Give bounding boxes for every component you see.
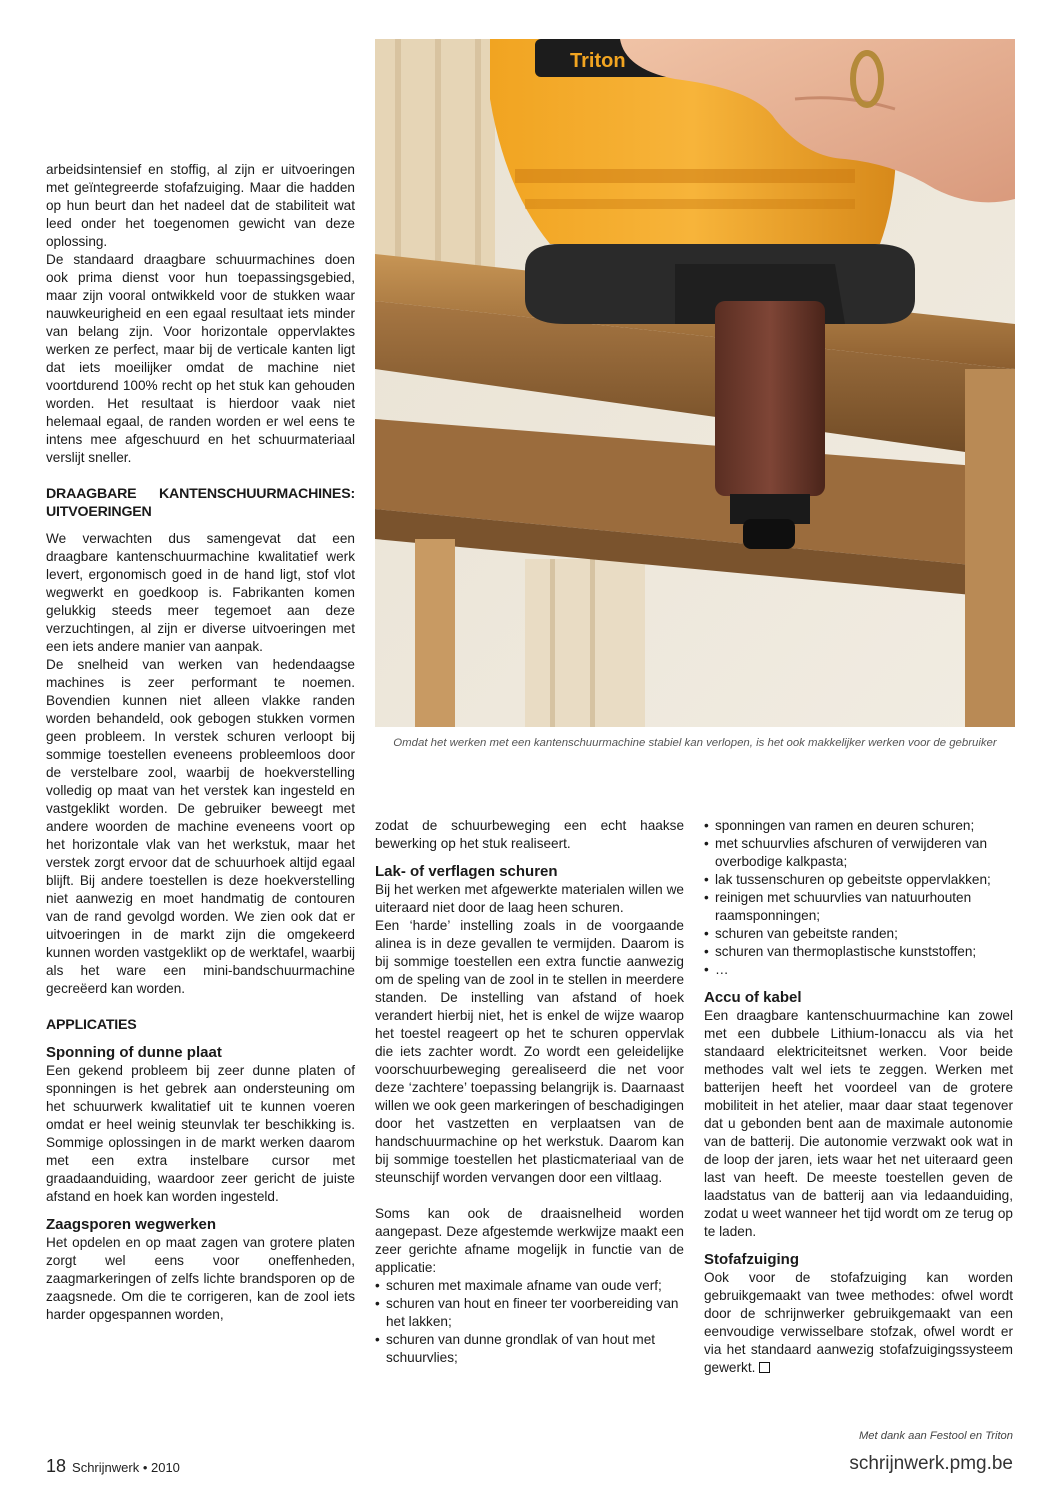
column-2: [375, 817, 684, 1367]
list-item: • schuren met maximale afname van oude verf;: [375, 1277, 684, 1295]
bullet-list: [704, 817, 1013, 979]
paragraph: Bij het werken met afgewerkte materialen willen we uiteraard niet door de laag heen schuren.: [375, 882, 684, 915]
list-item: • schuren van gebeitste randen;: [704, 925, 1013, 943]
list-item: • reinigen met schuurvlies van natuurhouten raamsponningen;: [704, 889, 1013, 925]
publication-name: Schrijnwerk • 2010: [72, 1460, 180, 1475]
list-item: • met schuurvlies afschuren of verwijderen van overbodige kalkpasta;: [704, 835, 1013, 871]
section-heading: APPLICATIES: [46, 1017, 137, 1033]
paragraph: [704, 1269, 1013, 1377]
paragraph: zodat de schuurbeweging een echt haakse bewerking op het stuk realiseert.: [375, 818, 684, 851]
list-item: • schuren van thermoplastische kunststoffen;: [704, 943, 1013, 961]
page-number: 18: [46, 1456, 67, 1476]
subheading: Stofafzuiging: [704, 1251, 799, 1268]
website-link[interactable]: schrijnwerk.pmg.be: [849, 1453, 1013, 1474]
paragraph: arbeidsintensief en stoffig, al zijn er uitvoeringen met geïntegreerde stofafzuiging. Maar die hadden op hun beurt dan het nadeel dat de stabiliteit wat leed onder het toegenomen gewicht van deze oplossing.: [46, 162, 355, 249]
paragraph: Een ‘harde’ instelling zoals in de voorgaande alinea is in deze gevallen te vermijden. Daarom is bij sommige toestellen een extra functie aanwezig om de speling van de zool in te stellen in meerdere standen. De instelling van afstand of hoek verandert hierbij niet, het is enkel de wijze waarop het toestel reageert op het te schuren oppervlak die iets zachter wordt. Zo wordt een geleidelijke voorschuurbeweging gerealiseerd die net voor deze ‘zachtere’ toepassing belangrijk is. Daarnaast willen we ook geen markeringen of beschadigingen door het vastzetten en verplaatsen van de handschuurmachine op het werkstuk. Daarom kan bij sommige toestellen het plasticmateriaal van de steunschijf worden vervangen door een viltlaag.: [375, 918, 684, 1185]
list-item: • schuren van dunne grondlak of van hout met schuurvlies;: [375, 1331, 684, 1367]
subheading: Accu of kabel: [704, 989, 802, 1006]
brand-logo: Triton: [570, 50, 626, 72]
list-item: • schuren van hout en fineer ter voorbereiding van het lakken;: [375, 1295, 684, 1331]
sanding-drum: [715, 301, 825, 496]
list-item: • …: [704, 961, 1013, 979]
subheading: Lak- of verflagen schuren: [375, 863, 558, 880]
footer-left: [46, 1456, 180, 1477]
paragraph: We verwachten dus samengevat dat een draagbare kantenschuurmachine kwalitatief werk levert, ergonomisch goed in de hand ligt, stof vlot wegwerkt en goedkoop is. Fabrikanten komen gelukkig steeds meer tegemoet aan deze verzuchtingen, al zijn er diverse uitvoeringen met een iets andere manier van aanpak.: [46, 531, 355, 654]
sander-photo-illustration: [375, 39, 1015, 727]
photo-caption: Omdat het werken met een kantenschuurmachine stabiel kan verlopen, is het ook makkelijker werken voor de gebruiker: [393, 737, 997, 749]
column-1: [46, 161, 355, 1324]
paragraph: Het opdelen en op maat zagen van grotere platen zorgt wel eens voor oneffenheden, zaagmarkeringen of zelfs lichte brandsporen op de zaagsnede. Om die te corrigeren, kan de zool iets harder opgespannen worden,: [46, 1235, 355, 1322]
paragraph: Soms kan ook de draaisnelheid worden aangepast. Deze afgestemde werkwijze maakt een zeer gerichte afname mogelijk in functie van de applicatie:: [375, 1206, 684, 1275]
bullet-list: [375, 1277, 684, 1367]
paragraph: De snelheid van werken van hedendaagse machines is zeer performant te noemen. Bovendien kunnen niet alleen vlakke randen worden behandeld, ook gebogen stukken vormen geen probleem. In verstek schuren verloopt bij sommige toestellen eveneens probleemloos door de verstelbare zool, waarbij de hoekverstelling volledig op maat van het verstek kan ingesteld en vastgeklikt worden. De gebruiker beweegt met andere woorden de machine eveneens voort op het horizontale vlak van het werkstuk, maar het verstek zorgt ervoor dat de schuurhoek altijd egaal blijft. Bij andere toestellen is deze hoekverstelling niet aanwezig en moet handmatig de contouren van de rand gevolgd worden. We zien ook dat er uitvoeringen in de markt zijn die omgekeerd kunnen worden vastgeklikt op de werktafel, waarbij als het ware een mini-bandschuurmachine gecreëerd kan worden.: [46, 657, 355, 996]
column-3: [704, 817, 1013, 1377]
end-mark-icon: [759, 1362, 770, 1373]
list-item: • lak tussenschuren op gebeitste oppervlakken;: [704, 871, 1013, 889]
product-photo: [375, 39, 1015, 727]
paragraph: Een draagbare kantenschuurmachine kan zowel met een dubbele Lithium-Ionaccu als via het standaard elektriciteitsnet werken. Voor beide methodes valt wel iets te zeggen. Werken met batterijen heeft het voordeel van de grotere mobiliteit in het atelier, maar daar staat tegenover dat u gebonden bent aan de maximale autonomie van de batterij. Die autonomie verzwakt ook wat in de loop der jaren, iets waar het net uiteraard geen last van heeft. De meeste toestellen geven de laadstatus van de batterij aan via ledaanduiding, zodat u weet wanneer het tijd wordt om ze terug op te laden.: [704, 1008, 1013, 1239]
subheading: Zaagsporen wegwerken: [46, 1216, 217, 1233]
acknowledgement: Met dank aan Festool en Triton: [858, 1430, 1013, 1442]
list-item: • sponningen van ramen en deuren schuren;: [704, 817, 1013, 835]
paragraph: De standaard draagbare schuurmachines doen ook prima dienst voor hun toepassingsgebied, maar zijn vooral ontwikkeld voor de stukken waar nauwkeurigheid en een egaal resultaat iets minder van belang zijn. Voor horizontale oppervlaktes werken ze perfect, maar bij de verticale kanten ligt dat iets moeilijker omdat de machine niet voortdurend 100% recht op het stuk kan gehouden worden. Het resultaat is hierdoor vaak niet helemaal egaal, de randen worden er wel eens te intens mee afgeschuurd en het schuurmateriaal verslijt sneller.: [46, 252, 355, 465]
subheading: Sponning of dunne plaat: [46, 1044, 222, 1061]
section-heading: DRAAGBARE KANTENSCHUURMACHINES: UITVOERINGEN: [46, 486, 355, 520]
paragraph-text: Ook voor de stofafzuiging kan worden gebruikgemaakt van twee methodes: ofwel wordt door de schrijnwerker gebruikgemaakt van een eenvoudige verwisselbare stofzak, ofwel wordt er via het standaard aanwezig stofafzuigingssysteem gewerkt.: [704, 1270, 1013, 1375]
paragraph: Een gekend probleem bij zeer dunne platen of sponningen is het gebrek aan ondersteuning om het schuurwerk kwalitatief uit te kunnen voeren omdat er heel weinig steunvlak ter beschikking is. Sommige oplossingen in de markt werken daarom met een extra instelbare cursor met graadaanduiding, waardoor zeer gericht de juiste afstand en hoek kan worden ingesteld.: [46, 1063, 355, 1204]
